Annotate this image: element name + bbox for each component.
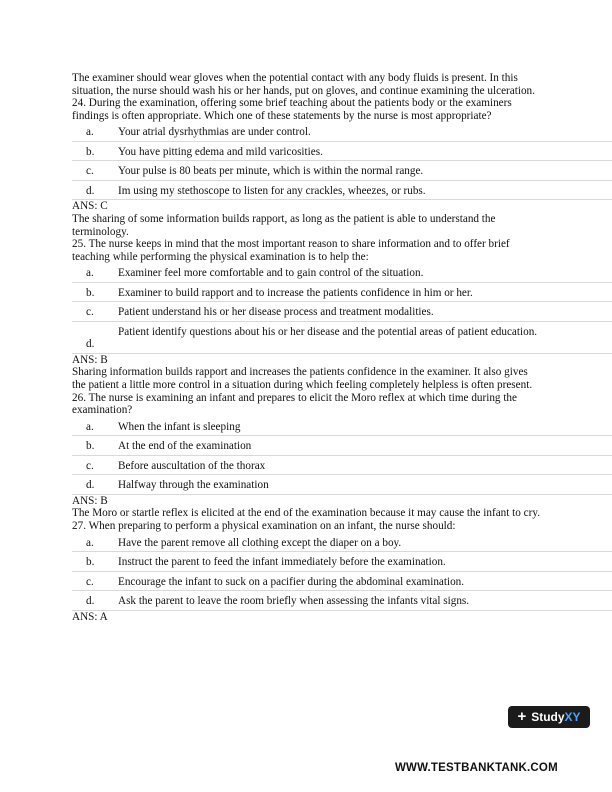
option-letter: d.: [86, 595, 95, 607]
option-letter: a.: [86, 267, 94, 280]
option-letter: b.: [86, 145, 95, 158]
footer-url: WWW.TESTBANKTANK.COM: [395, 762, 558, 774]
option-row: [72, 572, 612, 592]
option-row: [72, 533, 612, 553]
option-list: [72, 417, 612, 495]
paragraph: 25. The nurse keeps in mind that the most important reason to share information and to offer brief teaching while performing the physical examination is to help the:: [72, 238, 510, 263]
option-letter: d.: [86, 479, 95, 492]
paragraph: 26. The nurse is examining an infant and prepares to elicit the Moro reflex at which time during the examination?: [72, 391, 517, 417]
paragraph: The examiner should wear gloves when the potential contact with any body fluids is present. In this situation, the nurse should wash his or her hands, put on gloves, and continue examining the ulceration.: [72, 72, 535, 97]
option-text: Halfway through the examination: [118, 479, 269, 492]
option-row: [72, 142, 612, 162]
option-text: Ask the parent to leave the room briefly when assessing the infants vital signs.: [118, 595, 470, 607]
option-row: [72, 552, 612, 572]
option-row: [72, 263, 612, 283]
option-list: [72, 122, 612, 200]
option-letter: c.: [86, 165, 94, 178]
option-text: Patient identify questions about his or her disease and the potential areas of patient education.: [118, 325, 538, 338]
option-row: [72, 122, 612, 142]
option-letter: b.: [86, 286, 95, 299]
option-row: [72, 302, 612, 322]
option-letter: a.: [86, 420, 94, 433]
option-row: [72, 181, 612, 201]
option-text: When the infant is sleeping: [118, 420, 241, 433]
option-row: [72, 456, 612, 476]
option-row: [72, 436, 612, 456]
paragraph: The sharing of some information builds rapport, as long as the patient is able to understand the terminology.: [72, 212, 496, 238]
option-text: Examiner to build rapport and to increase the patients confidence in him or her.: [118, 286, 473, 299]
plus-icon: +: [517, 707, 527, 725]
option-letter: a.: [86, 536, 94, 549]
option-letter: d.: [86, 184, 95, 197]
paragraph: 24. During the examination, offering some brief teaching about the patients body or the examiners findings is often appropriate. Which one of these statements by the nurse is most appropriate?: [72, 97, 512, 122]
option-text: Im using my stethoscope to listen for any crackles, wheezes, or rubs.: [118, 184, 426, 197]
option-text: Encourage the infant to suck on a pacifier during the abdominal examination.: [118, 575, 465, 588]
badge-prefix: Study: [531, 709, 565, 724]
answer-key: ANS: B: [72, 494, 108, 507]
option-list: [72, 533, 612, 611]
option-text: Instruct the parent to feed the infant immediately before the examination.: [118, 556, 446, 568]
option-list: [72, 263, 612, 354]
option-text: Your pulse is 80 beats per minute, which is within the normal range.: [118, 165, 424, 178]
option-text: Before auscultation of the thorax: [118, 459, 266, 472]
option-letter: d.: [86, 338, 95, 351]
option-row: [72, 475, 612, 495]
option-text: Patient understand his or her disease process and treatment modalities.: [118, 306, 434, 319]
option-row: [72, 591, 612, 611]
option-letter: c.: [86, 306, 94, 319]
paragraph: Sharing information builds rapport and increases the patients confidence in the examiner. It also gives the patient a little more control in a situation during which feeling completely helpless is often present.: [72, 366, 533, 392]
answer-key: ANS: B: [72, 353, 108, 366]
option-row: [72, 417, 612, 437]
option-letter: b.: [86, 440, 95, 453]
option-text: You have pitting edema and mild varicosities.: [118, 145, 323, 158]
option-text: Have the parent remove all clothing except the diaper on a boy.: [118, 536, 402, 549]
paragraph: 27. When preparing to perform a physical examination on an infant, the nurse should:: [72, 520, 456, 532]
option-text: Examiner feel more comfortable and to gain control of the situation.: [118, 267, 424, 280]
option-row: [72, 283, 612, 303]
answer-key: ANS: A: [72, 610, 108, 623]
option-text: Your atrial dysrhythmias are under control.: [118, 126, 311, 139]
badge-suffix: XY: [564, 709, 581, 724]
option-row: [72, 322, 612, 354]
option-row: [72, 161, 612, 181]
option-letter: a.: [86, 126, 94, 139]
option-letter: c.: [86, 575, 94, 588]
option-letter: c.: [86, 459, 94, 472]
document-body: [72, 72, 542, 623]
option-text: At the end of the examination: [118, 440, 252, 453]
studyxy-badge[interactable]: [508, 706, 590, 728]
option-letter: b.: [86, 556, 95, 568]
answer-key: ANS: C: [72, 200, 108, 213]
paragraph: The Moro or startle reflex is elicited at the end of the examination because it may cause the infant to cry.: [72, 507, 541, 520]
